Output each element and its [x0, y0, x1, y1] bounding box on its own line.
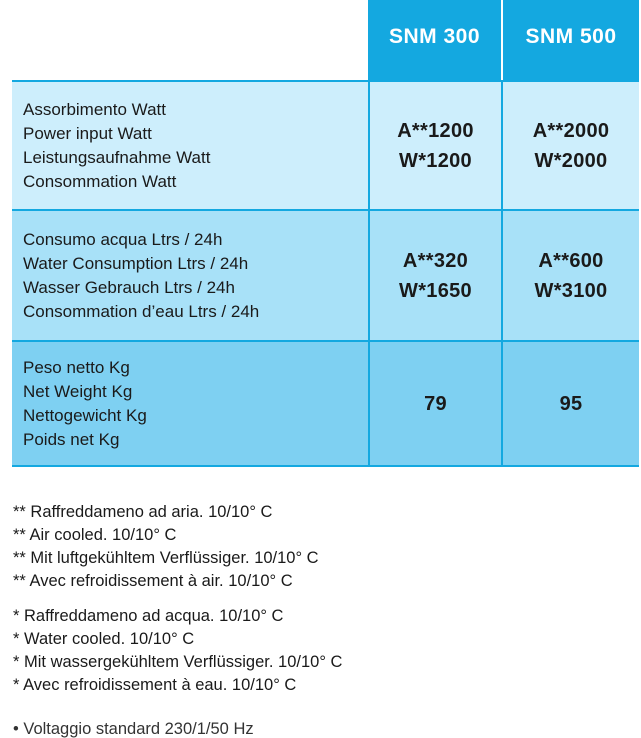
label-it: Consumo acqua Ltrs / 24h: [23, 229, 223, 249]
label-it: Assorbimento Watt: [23, 99, 166, 119]
label-de: Leistungsaufnahme Watt: [23, 147, 211, 167]
row-label: [12, 82, 368, 209]
value-air: A**1200: [397, 119, 474, 142]
label-fr: Poids net Kg: [23, 429, 120, 449]
spec-table: [12, 0, 639, 449]
header-model-snm500: SNM 500: [503, 0, 639, 80]
label-de: Nettogewicht Kg: [23, 405, 147, 425]
label-en: Water Consumption Ltrs / 24h: [23, 253, 249, 273]
note-line: * Raffreddameno ad acqua. 10/10° C: [13, 607, 284, 625]
note-line: ** Avec refroidissement à air. 10/10° C: [13, 572, 293, 590]
note-line: ** Raffreddameno ad aria. 10/10° C: [13, 503, 273, 521]
value-snm500: [501, 342, 639, 465]
footnotes-water-cooled: [13, 605, 633, 697]
value-air: A**320: [402, 249, 469, 272]
header-model-snm300: SNM 300: [368, 0, 501, 80]
value-water: W*1650: [399, 279, 472, 302]
value-weight: 95: [559, 392, 583, 415]
value-snm500: [501, 82, 639, 209]
value-snm300: [368, 342, 501, 465]
note-line: ** Air cooled. 10/10° C: [13, 526, 177, 544]
value-air: A**2000: [532, 119, 610, 142]
label-it: Peso netto Kg: [23, 357, 130, 377]
row-label: [12, 211, 368, 340]
footnotes-air-cooled: [13, 501, 633, 593]
label-en: Net Weight Kg: [23, 381, 133, 401]
label-fr: Consommation d’eau Ltrs / 24h: [23, 301, 260, 321]
value-snm500: [501, 211, 639, 340]
table-body: [12, 80, 639, 467]
label-fr: Consommation Watt: [23, 171, 177, 191]
value-snm300: [368, 82, 501, 209]
table-row-water: [12, 211, 639, 340]
table-row-weight: [12, 342, 639, 465]
value-snm300: [368, 211, 501, 340]
voltage-note: • Voltaggio standard 230/1/50 Hz: [13, 720, 254, 738]
value-air: A**600: [538, 249, 604, 272]
note-line: * Water cooled. 10/10° C: [13, 630, 195, 648]
note-line: * Avec refroidissement à eau. 10/10° C: [13, 676, 297, 694]
value-water: W*2000: [534, 149, 608, 172]
row-label: [12, 342, 368, 465]
note-line: * Mit wassergekühltem Verflüssiger. 10/10° C: [13, 653, 343, 671]
label-en: Power input Watt: [23, 123, 152, 143]
value-water: W*1200: [399, 149, 472, 172]
table-header: [12, 0, 639, 80]
table-row-power: [12, 82, 639, 209]
label-de: Wasser Gebrauch Ltrs / 24h: [23, 277, 235, 297]
value-water: W*3100: [534, 279, 608, 302]
value-weight: 79: [424, 392, 447, 415]
footnotes: [13, 501, 633, 709]
note-line: ** Mit luftgekühltem Verflüssiger. 10/10° C: [13, 549, 319, 567]
